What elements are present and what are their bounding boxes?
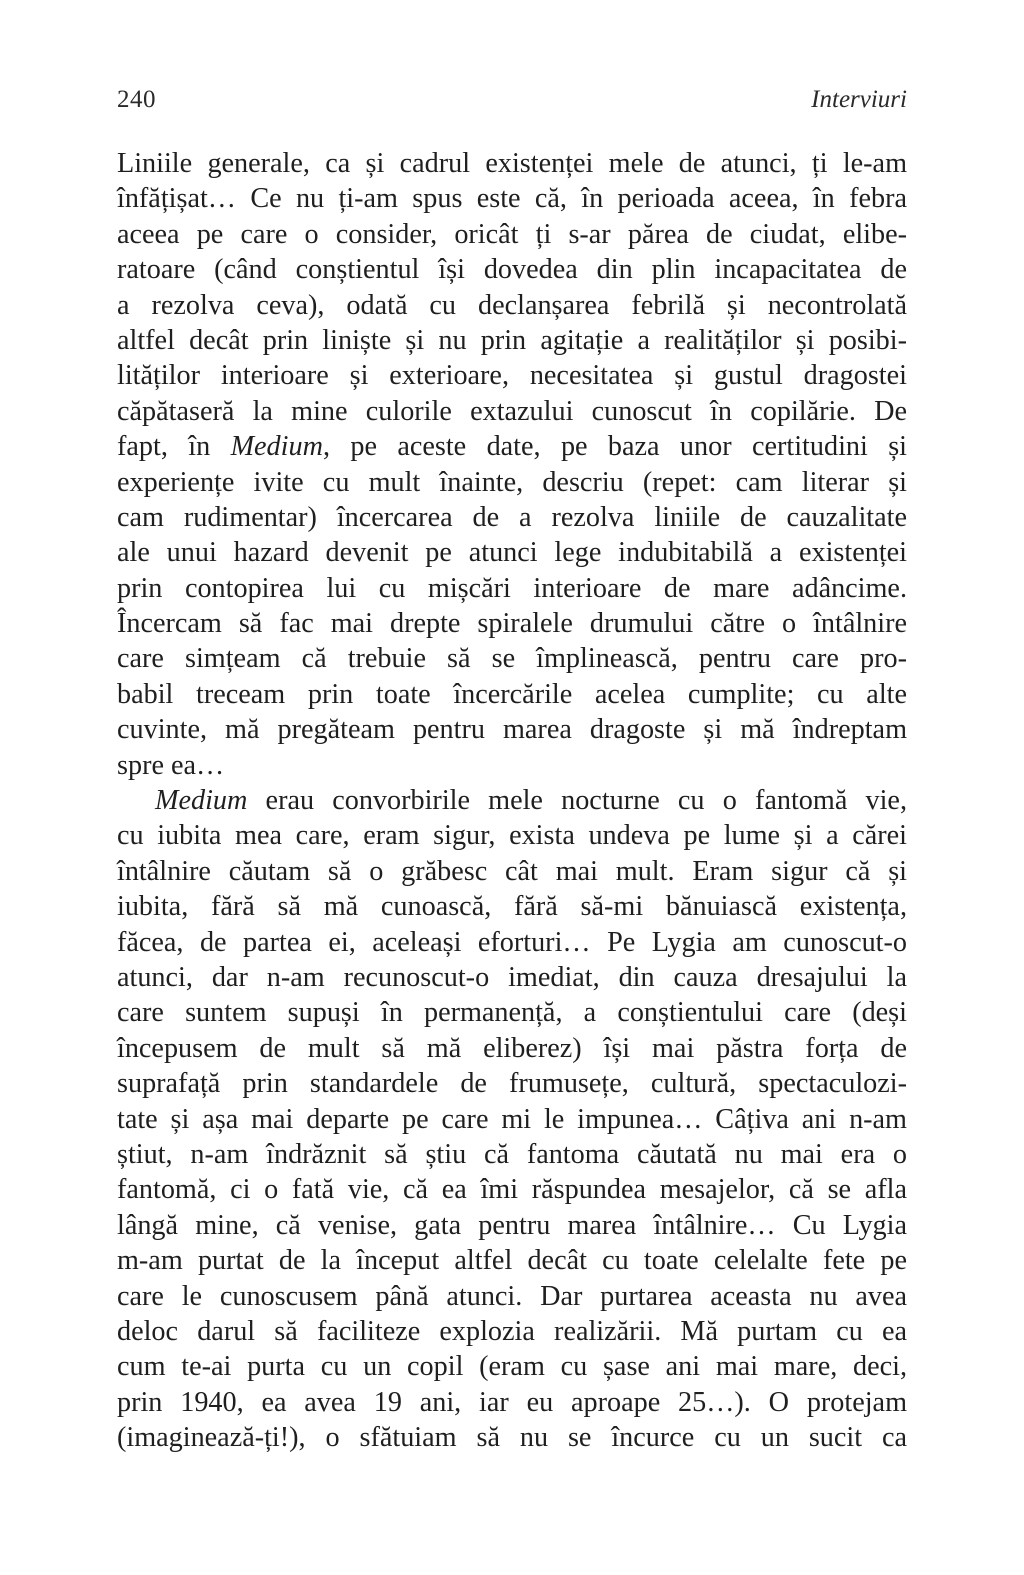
- text-line: Încercam să fac mai drepte spiralele drumului către o întâlnire: [117, 608, 907, 640]
- text-line: prin contopirea lui cu mișcări interioare de mare adâncime.: [117, 572, 907, 604]
- text-line: fapt, în Medium, pe aceste date, pe baza unor certitudini și: [117, 431, 907, 463]
- text-line: ratoare (când conștientul își dovedea din plin incapacitatea de: [117, 254, 907, 286]
- page-header: [117, 86, 907, 120]
- page-number: 240: [117, 86, 156, 113]
- text-line: spre ea…: [117, 749, 225, 781]
- text-line: Liniile generale, ca și cadrul existenței mele de atunci, ți le-am: [117, 148, 907, 179]
- text-line: a rezolva ceva), odată cu declanșarea febrilă și necontrolată: [117, 289, 907, 321]
- text-line: m-am purtat de la început altfel decât cu toate celelalte fete pe: [117, 1245, 907, 1277]
- text-line: altfel decât prin liniște și nu prin agitație a realităților și posibi-: [117, 324, 907, 356]
- text-line: cum te-ai purta cu un copil (eram cu șase ani mai mare, deci,: [117, 1351, 907, 1383]
- text-line: cu iubita mea care, eram sigur, exista undeva pe lume și a cărei: [117, 820, 907, 852]
- running-head: Interviuri: [811, 86, 907, 113]
- text-line: iubita, fără să mă cunoască, fără să-mi bănuiască existența,: [117, 891, 907, 923]
- text-line: tate și așa mai departe pe care mi le impunea… Câțiva ani n-am: [117, 1103, 907, 1135]
- text-line: căpătaseră la mine culorile extazului cunoscut în copilărie. De: [117, 395, 907, 427]
- text-line: prin 1940, ea avea 19 ani, iar eu aproape 25…). O protejam: [117, 1386, 907, 1418]
- text-line: întâlnire căutam să o grăbesc cât mai mult. Eram sigur că și: [117, 855, 907, 887]
- text-line: lângă mine, că venise, gata pentru marea întâlnire… Cu Lygia: [117, 1209, 907, 1241]
- text-line: care suntem supuși în permanență, a conștientului care (deși: [117, 997, 907, 1029]
- text-line: începusem de mult să mă eliberez) își mai păstra forța de: [117, 1032, 907, 1064]
- text-line: fantomă, ci o fată vie, că ea îmi răspundea mesajelor, că se afla: [117, 1174, 907, 1206]
- text-line: făcea, de partea ei, aceleași eforturi… Pe Lygia am cunoscut-o: [117, 926, 907, 958]
- text-line: care simțeam că trebuie să se împlinească, pentru care pro-: [117, 643, 907, 675]
- text-line: știut, n-am îndrăznit să știu că fantoma căutată nu mai era o: [117, 1138, 907, 1170]
- text-line: (imaginează-ți!), o sfătuiam să nu se încurce cu un sucit ca: [117, 1422, 907, 1454]
- work-title: Medium: [230, 431, 323, 463]
- text-line: înfățișat… Ce nu ți-am spus este că, în perioada aceea, în febra: [117, 183, 907, 215]
- text-line: ale unui hazard devenit pe atunci lege indubitabilă a existenței: [117, 537, 907, 569]
- text-line: atunci, dar n-am recunoscut-o imediat, din cauza dresajului la: [117, 961, 907, 993]
- text-line: aceea pe care o consider, oricât ți s-ar părea de ciudat, elibe-: [117, 218, 907, 250]
- work-title: Medium: [155, 785, 248, 817]
- body-text: [117, 146, 907, 1455]
- text-line: deloc darul să faciliteze explozia realizării. Mă purtam cu ea: [117, 1315, 907, 1347]
- text-line: babil treceam prin toate încercările acelea cumplite; cu alte: [117, 678, 907, 710]
- text-line: Medium erau convorbirile mele nocturne cu o fantomă vie,: [155, 785, 907, 817]
- text-line: cam rudimentar) încercarea de a rezolva liniile de cauzalitate: [117, 501, 907, 533]
- text-line: experiențe ivite cu mult înainte, descriu (repet: cam literar și: [117, 466, 907, 498]
- text-line: care le cunoscusem până atunci. Dar purtarea aceasta nu avea: [117, 1280, 907, 1312]
- text-line: cuvinte, mă pregăteam pentru marea dragoste și mă îndreptam: [117, 714, 907, 746]
- text-line: lităților interioare și exterioare, necesitatea și gustul dragostei: [117, 360, 907, 392]
- text-line: suprafață prin standardele de frumusețe, cultură, spectaculozi-: [117, 1068, 907, 1100]
